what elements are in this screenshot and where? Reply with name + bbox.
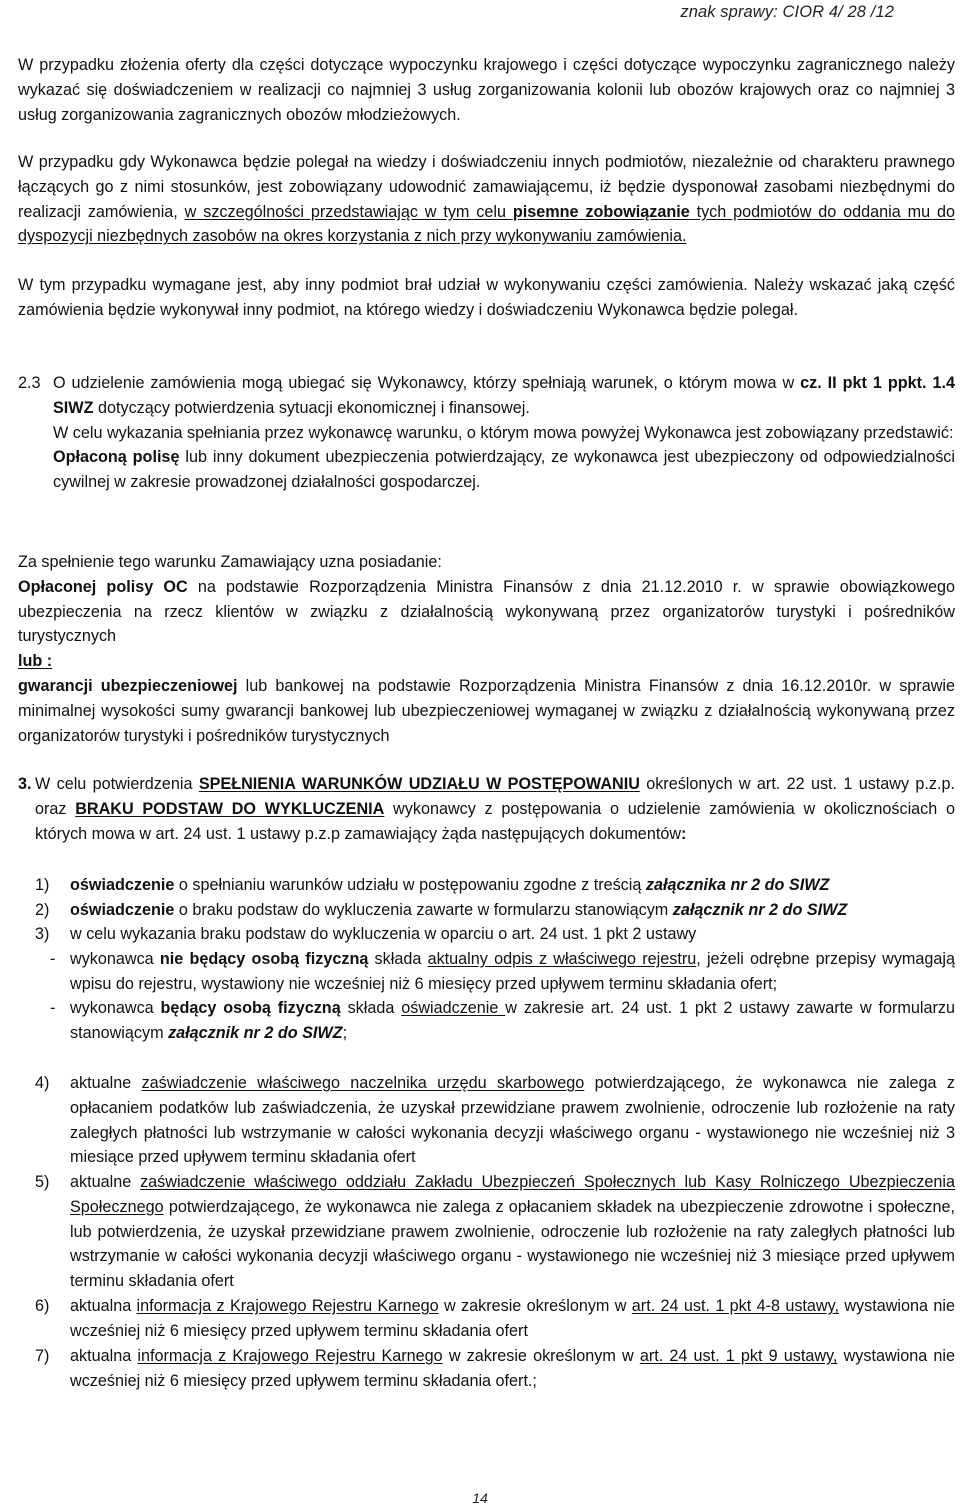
- intro-p3-text: W tym przypadku wymagane jest, aby inny podmiot brał udział w wykonywaniu części zamówienia. Należy wskazać jaką część zamówienia będzie wykonywał inny podmiot, na którego wiedzy i doświadczeniu Wykonawca będzie polegał.: [18, 276, 955, 319]
- sec23-p3-bold: Opłaconą polisę: [53, 448, 180, 467]
- item-2-number: 2): [35, 901, 50, 919]
- item-6-number: 6): [35, 1297, 50, 1315]
- condition-p2: [18, 575, 955, 649]
- section-3-body: [35, 772, 955, 846]
- dash-2-e: ;: [342, 1023, 348, 1042]
- item-6-c: wystawiona nie wcześniej niż 6 miesięcy przed upływem terminu składania ofert: [70, 1297, 955, 1340]
- sec3-conditions-heading: SPEŁNIENIA WARUNKÓW UDZIAŁU W POSTĘPOWANIU: [198, 775, 640, 793]
- item-6-underline-2: art. 24 ust. 1 pkt 4-8 ustawy,: [631, 1297, 840, 1315]
- section-3-number: 3.: [18, 775, 32, 793]
- intro-p1-text: W przypadku złożenia oferty dla części dotyczące wypoczynku krajowego i części dotyczące wypoczynku zagranicznego należy wykazać się doświadczeniem w realizacji co najmniej 3 usług zorganizowania kolonii lub obozów krajowych oraz co najmniej 3 usług zorganizowania zagranicznych obozów młodzieżowych.: [18, 56, 955, 124]
- intro-p2-underline-1: w szczególności przedstawiając w tym celu: [184, 202, 513, 221]
- item-1-text: o spełnianiu warunków udziału w postępowaniu zgodne z treścią: [174, 876, 646, 894]
- dash-item-1: [70, 947, 955, 997]
- item-7-a: aktualna: [70, 1347, 138, 1365]
- item-4-a: aktualne: [70, 1074, 142, 1092]
- item-1: [70, 873, 955, 898]
- item-7: [70, 1344, 955, 1394]
- section-2-3-p3: [53, 445, 955, 495]
- condition-or-label: lub :: [18, 652, 53, 671]
- item-7-number: 7): [35, 1347, 50, 1365]
- item-5-a: aktualne: [70, 1173, 141, 1191]
- item-2: [70, 898, 955, 923]
- dash-2-bold: będący osobą fizyczną: [160, 999, 341, 1017]
- dash-1-c: składa: [368, 950, 428, 968]
- dash-2-attachment: załącznik nr 2 do SIWZ: [168, 1023, 343, 1042]
- item-2-attachment: załącznik nr 2 do SIWZ: [672, 901, 848, 919]
- condition-block: [18, 550, 955, 748]
- intro-paragraph-2: [18, 150, 955, 249]
- item-7-underline: informacja z Krajowego Rejestru Karnego: [137, 1347, 443, 1365]
- item-2-text: o braku podstaw do wykluczenia zawarte w formularzu stanowiącym: [174, 901, 673, 919]
- item-5-underline: zaświadczenie właściwego oddziału Zakładu Ubezpieczeń Społecznych lub Kasy Rolniczego Ubezpieczenia Społecznego: [70, 1173, 956, 1216]
- sec3-exclusion-heading: BRAKU PODSTAW DO WYKLUCZENIA: [75, 799, 385, 818]
- sec3-t1: W celu potwierdzenia: [35, 775, 199, 793]
- case-reference: znak sprawy: CIOR 4/ 28 /12: [680, 3, 894, 21]
- item-4-underline: zaświadczenie właściwego naczelnika urzędu skarbowego: [141, 1074, 585, 1092]
- item-6-underline: informacja z Krajowego Rejestru Karnego: [136, 1297, 439, 1315]
- dash-1-d: , jeżeli odrębne przepisy wymagają wpisu do rejestru, wystawiony nie wcześniej niż 6 miesięcy przed upływem terminu składania ofert;: [70, 950, 956, 993]
- dash-1-underline: aktualny odpis z właściwego rejestru: [427, 950, 697, 968]
- item-7-underline-2: art. 24 ust. 1 pkt 9 ustawy,: [639, 1347, 838, 1365]
- item-1-number: 1): [35, 876, 50, 894]
- item-1-bold: oświadczenie: [70, 876, 175, 894]
- intro-p2-underline-2: tych podmiotów do oddania mu do dyspozycji niezbędnych zasobów na okres korzystania z nich przy wykonywaniu zamówienia.: [18, 202, 955, 246]
- section-2-3-p2: W celu wykazania spełniania przez wykonawcę warunku, o którym mowa powyżej Wykonawca jest zobowiązany przedstawić:: [53, 423, 954, 442]
- sec3-t5: wykonawcy z postępowania o udzielenie zamówienia w okolicznościach o których mowa w art. 24 ust. 1 ustawy p.z.p zamawiający żąda następujących dokumentów: [35, 799, 955, 843]
- item-3-number: 3): [35, 925, 50, 943]
- condition-p3-bold: gwarancji ubezpieczeniowej: [18, 676, 238, 695]
- intro-paragraph-1: [18, 53, 955, 127]
- item-7-c: wystawiona nie wcześniej niż 6 miesięcy przed upływem terminu składania ofert.;: [70, 1347, 955, 1390]
- dash-1-a: wykonawca: [70, 950, 160, 968]
- item-3-text: w celu wykazania braku podstaw do wykluczenia w oparciu o art. 24 ust. 1 pkt 2 ustawy: [70, 925, 697, 943]
- item-4-b: potwierdzającego, że wykonawca nie zalega z opłacaniem podatków lub zaświadczenia, że uzyskał przewidziane prawem zwolnienie, odroczenie lub rozłożenie na raty zaległych płatności lub wstrzymanie w całości wykonania decyzji właściwego organu - wystawionego nie wcześniej niż 3 miesiące przed upływem terminu składania ofert: [70, 1074, 955, 1167]
- item-5-number: 5): [35, 1173, 50, 1191]
- sec3-t3: określonych w art. 22 ust. 1 ustawy p.z.p. oraz: [35, 775, 955, 818]
- dash-2-a: wykonawca: [70, 999, 161, 1017]
- item-7-b: w zakresie określonym w: [442, 1347, 640, 1365]
- item-5: [70, 1170, 955, 1294]
- intro-paragraph-3: [18, 273, 955, 323]
- dash-2-c: składa: [340, 999, 402, 1017]
- item-4: [70, 1071, 955, 1170]
- condition-p3-c: lub bankowej na podstawie Rozporządzenia Ministra Finansów z dnia 16.12.2010r. w sprawie minimalnej wysokości sumy gwarancji bankowej lub ubezpieczeniowej wymaganej w związku z działalnością wykonywaną przez organizatorów turystyki i pośredników turystycznych: [18, 676, 955, 745]
- dash-2-marker: -: [50, 999, 56, 1017]
- condition-p1: Za spełnienie tego warunku Zamawiający uzna posiadanie:: [18, 553, 442, 571]
- dash-2-underline: oświadczenie: [401, 999, 506, 1017]
- section-2-3-number: 2.3: [18, 374, 41, 392]
- section-2-3-p1: [53, 371, 955, 421]
- section-3-text: [35, 772, 955, 846]
- sec23-p3-c: lub inny dokument ubezpieczenia potwierdzający, ze wykonawca jest ubezpieczony od odpowiedzialności cywilnej w zakresie prowadzonej działalności gospodarczej.: [53, 448, 955, 492]
- sec23-p1-c: dotyczący potwierdzenia sytuacji ekonomicznej i finansowej.: [93, 398, 530, 417]
- intro-p2-a: W przypadku gdy Wykonawca będzie polegał na wiedzy i doświadczeniu innych podmiotów, niezależnie od charakteru prawnego łączących go z nimi stosunków, jest zobowiązany udowodnić zamawiającemu, iż będzie dysponował zasobami niezbędnymi do realizacji zamówienia,: [18, 153, 955, 221]
- intro-p2-text: [18, 150, 955, 249]
- item-6-b: w zakresie określonym w: [438, 1297, 632, 1315]
- dash-item-2: [70, 996, 955, 1046]
- condition-or: [18, 649, 955, 674]
- condition-p3: [18, 674, 955, 748]
- section-2-3-body: [53, 371, 955, 495]
- item-5-b: potwierdzającego, że wykonawca nie zalega z opłacaniem składek na ubezpieczenie zdrowotne i społeczne, lub potwierdzenia, że uzyskał przewidziane prawem zwolnienie, odroczenie lub rozłożenie na raty zaległych płatności lub wstrzymanie w całości wykonania decyzji właściwego organu - wystawionego nie wcześniej niż 3 miesiące przed upływem terminu składania ofert: [70, 1197, 955, 1291]
- dash-1-bold: nie będący osobą fizyczną: [159, 950, 369, 968]
- sec23-p1-bold: cz. II pkt 1 ppkt. 1.4 SIWZ: [53, 374, 955, 417]
- item-3: [70, 922, 955, 947]
- item-6: [70, 1294, 955, 1344]
- condition-p2-bold: Opłaconej polisy OC: [18, 577, 188, 596]
- item-1-attachment: załącznika nr 2 do SIWZ: [645, 876, 830, 894]
- sec3-t6: :: [681, 824, 687, 843]
- dash-1-marker: -: [50, 950, 56, 968]
- item-2-bold: oświadczenie: [70, 901, 175, 919]
- sec23-p1-a: O udzielenie zamówienia mogą ubiegać się Wykonawcy, którzy spełniają warunek, o którym mowa w: [53, 374, 801, 392]
- condition-p2-c: na podstawie Rozporządzenia Ministra Finansów z dnia 21.12.2010 r. w sprawie obowiązkowego ubezpieczenia na rzecz klientów w związku z działalnością wykonywaną przez organizatorów turystyki i pośredników turystycznych: [18, 577, 955, 646]
- dash-2-d: w zakresie art. 24 ust. 1 pkt 2 ustawy zawarte w formularzu stanowiącym: [70, 999, 955, 1042]
- item-6-a: aktualna: [70, 1297, 137, 1315]
- intro-p2-bold-underline: pisemne zobowiązanie: [512, 202, 690, 221]
- item-4-number: 4): [35, 1074, 50, 1092]
- page-number: 14: [472, 1490, 488, 1506]
